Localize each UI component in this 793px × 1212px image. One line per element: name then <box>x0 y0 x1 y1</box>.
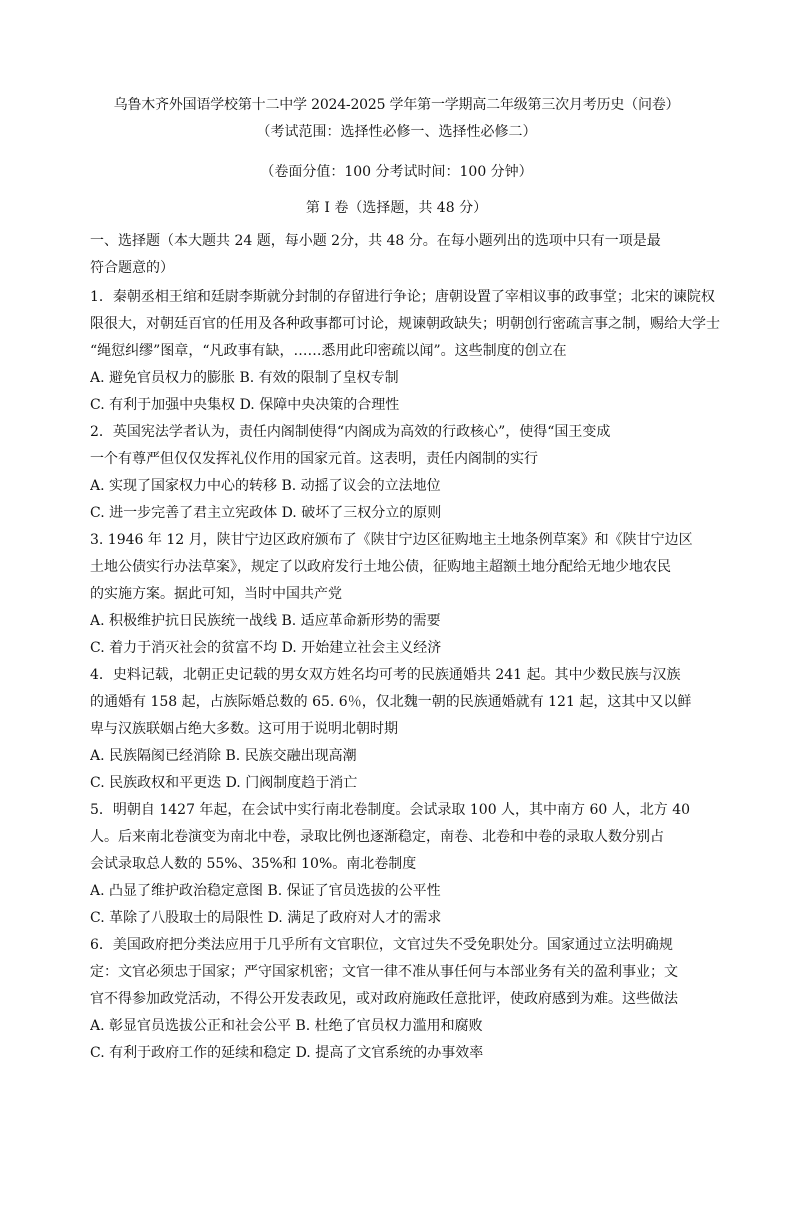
exam-title: 乌鲁木齐外国语学校第十二中学 2024-2025 学年第一学期高二年级第三次月考历史（问卷） <box>113 97 680 113</box>
question-stem-line: 3. 1946 年 12 月，陕甘宁边区政府颁布了《陕甘宁边区征购地主土地条例草案》和《陕甘宁边区 <box>90 532 693 548</box>
question-1 <box>90 284 730 419</box>
question-stem-line: 限很大，对朝廷百官的任用及各种政事都可讨论，规谏朝政缺失；明朝创行密疏言事之制，赐给大学士 <box>90 316 720 332</box>
option-line: A. 避免官员权力的膨胀 B. 有效的限制了皇权专制 <box>90 370 399 386</box>
question-6 <box>90 932 730 1067</box>
option-line: C. 着力于消灭社会的贫富不均 D. 开始建立社会主义经济 <box>90 640 442 656</box>
instruction-line: 符合题意的） <box>90 260 174 276</box>
volume-heading: 第 I 卷（选择题，共 48 分） <box>305 200 488 216</box>
question-stem-line: 卑与汉族联姻占绝大多数。这可用于说明北朝时期 <box>90 721 398 737</box>
option-line: C. 进一步完善了君主立宪政体 D. 破坏了三权分立的原则 <box>90 505 442 521</box>
option-line: C. 有利于加强中央集权 D. 保障中央决策的合理性 <box>90 397 400 413</box>
question-stem-line: 的通婚有 158 起，占族际婚总数的 65. 6％，仅北魏一朝的民族通婚就有 121 起，这其中又以鲜 <box>90 694 692 710</box>
option-line: A. 彰显官员选拔公正和社会公平 B. 杜绝了官员权力滥用和腐败 <box>90 1018 483 1034</box>
question-4 <box>90 662 730 797</box>
question-3 <box>90 527 730 662</box>
exam-content <box>90 228 730 1067</box>
score-time-info: （卷面分值：100 分考试时间：100 分钟） <box>260 164 533 180</box>
option-line: C. 革除了八股取士的局限性 D. 满足了政府对人才的需求 <box>90 910 442 926</box>
question-stem-line: 1．秦朝丞相王绾和廷尉李斯就分封制的存留进行争论；唐朝设置了宰相议事的政事堂；北宋的谏院权 <box>90 289 715 305</box>
question-stem-line: 的实施方案。据此可知，当时中国共产党 <box>90 586 342 602</box>
question-stem-line: “绳愆纠缪”图章，“凡政事有缺，……悉用此印密疏以闻”。这些制度的创立在 <box>90 343 567 359</box>
option-line: A. 实现了国家权力中心的转移 B. 动摇了议会的立法地位 <box>90 478 441 494</box>
option-line: A. 积极维护抗日民族统一战线 B. 适应革命新形势的需要 <box>90 613 441 629</box>
option-line: A. 凸显了维护政治稳定意图 B. 保证了官员选拔的公平性 <box>90 883 441 899</box>
question-stem-line: 定：文官必须忠于国家；严守国家机密；文官一律不准从事任何与本部业务有关的盈利事业；文 <box>90 964 678 980</box>
question-stem-line: 官不得参加政党活动，不得公开发表政见，或对政府施政任意批评，使政府感到为难。这些做法 <box>90 991 678 1007</box>
question-stem-line: 一个有尊严但仅仅发挥礼仪作用的国家元首。这表明，责任内阁制的实行 <box>90 451 538 467</box>
option-line: A. 民族隔阂已经消除 B. 民族交融出现高潮 <box>90 748 357 764</box>
question-stem-line: 6．美国政府把分类法应用于几乎所有文官职位，文官过失不受免职处分。国家通过立法明确规 <box>90 937 673 953</box>
option-line: C. 民族政权和平更迭 D. 门阀制度趋于消亡 <box>90 775 358 791</box>
question-5 <box>90 797 730 932</box>
exam-scope: （考试范围：选择性必修一、选择性必修二） <box>256 124 537 140</box>
instruction-line: 一、选择题（本大题共 24 题，每小题 2分，共 48 分。在每小题列出的选项中只有一项是最 <box>90 233 661 249</box>
question-stem-line: 土地公债实行办法草案》，规定了以政府发行土地公债，征购地主超额土地分配给无地少地农民 <box>90 559 671 575</box>
question-2 <box>90 419 730 527</box>
question-stem-line: 人。后来南北卷演变为南北中卷，录取比例也逐渐稳定，南卷、北卷和中卷的录取人数分别占 <box>90 829 664 845</box>
section-instructions <box>90 228 730 282</box>
question-stem-line: 5．明朝自 1427 年起，在会试中实行南北卷制度。会试录取 100 人，其中南方 60 人，北方 40 <box>90 802 691 818</box>
option-line: C. 有利于政府工作的延续和稳定 D. 提高了文官系统的办事效率 <box>90 1045 484 1061</box>
question-stem-line: 会试录取总人数的 55%、35%和 10%。南北卷制度 <box>90 856 417 872</box>
question-stem-line: 2．英国宪法学者认为，责任内阁制使得“内阁成为高效的行政核心”，使得“国王变成 <box>90 424 611 440</box>
question-stem-line: 4．史料记载，北朝正史记载的男女双方姓名均可考的民族通婚共 241 起。其中少数民族与汉族 <box>90 667 681 683</box>
